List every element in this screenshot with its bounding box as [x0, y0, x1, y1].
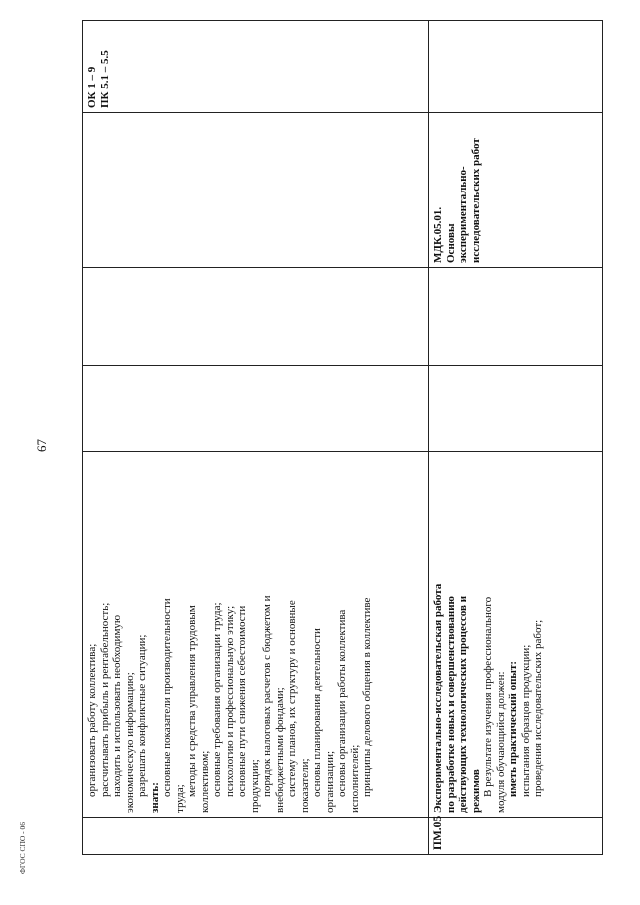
text-line: ПК 5.1 – 5.5: [98, 50, 111, 108]
text-line: порядок налоговых расчетов с бюджетом и: [261, 595, 273, 797]
page-footer: ФГОС СПО - 06: [18, 821, 27, 874]
description-cell: [83, 452, 429, 818]
page-number: 67: [34, 439, 49, 452]
code-cell: [83, 818, 429, 855]
text-line: модуля обучающийся должен:: [494, 671, 507, 813]
text-line: экономическую информацию;: [123, 672, 136, 813]
rotated-table-wrapper: [82, 50, 602, 855]
text-line: В результате изучения профессионального: [482, 596, 494, 797]
text-line: принципы делового общения в коллективе: [361, 597, 373, 797]
text-line: действующих технологических процессов и: [457, 595, 469, 813]
text-line: знать:: [148, 782, 161, 813]
table-row: [429, 21, 603, 855]
text-line: основные показатели производительности: [161, 598, 173, 797]
text-line: ОК 1 – 9: [86, 66, 98, 108]
text-line: организовать работу коллектива;: [86, 643, 98, 797]
hours-cell: [83, 366, 429, 452]
text-line: показатели;: [298, 758, 311, 813]
text-line: МДК.05.01.: [432, 206, 444, 263]
text-line: проведения исследовательских работ;: [532, 619, 544, 797]
text-line: исследовательских работ: [469, 138, 482, 263]
text-line: основные пути снижения себестоимости: [236, 605, 248, 797]
table-row: [83, 21, 429, 855]
hours-cell: [83, 268, 429, 366]
text-line: методы и средства управления трудовым: [186, 605, 198, 797]
text-line: по разработке новых и совершенствованию: [444, 596, 457, 813]
text-line: экспериментально-: [457, 166, 469, 263]
text-line: продукции;: [248, 759, 261, 813]
text-line: психологию и профессиональную этику;: [223, 605, 236, 797]
text-line: основы планирования деятельности: [311, 628, 323, 797]
course-cell: [83, 113, 429, 268]
competence-cell: [83, 21, 429, 113]
text-line: труда;: [173, 784, 186, 813]
text-line: организации;: [323, 750, 336, 813]
text-line: исполнителей;: [348, 744, 361, 813]
text-line: основные требования организации труда;: [211, 602, 223, 797]
text-line: внебюджетными фондами;: [273, 687, 286, 813]
text-line: коллективом;: [198, 750, 211, 813]
text-line: режимов: [469, 769, 482, 813]
hours-cell: [429, 366, 603, 452]
text-line: рассчитывать прибыль и рентабельность;: [98, 602, 111, 797]
text-line: систему планов, их структуру и основные: [286, 600, 298, 797]
text-line: испытания образцов продукции;: [519, 644, 532, 797]
text-line: Экспериментально-исследовательская работа: [432, 583, 444, 813]
text-line: основы организации работы коллектива: [336, 609, 348, 797]
curriculum-table: [82, 20, 603, 855]
text-line: находить и использовать необходимую: [111, 614, 123, 797]
text-line: Основы: [444, 223, 457, 263]
text-line: иметь практический опыт:: [507, 660, 519, 797]
text-line: разрешать конфликтные ситуации;: [136, 634, 148, 797]
competence-cell: [429, 21, 603, 113]
hours-cell: [429, 268, 603, 366]
description-cell: [429, 452, 603, 818]
course-cell: [429, 113, 603, 268]
module-code-cell: ПМ.05: [429, 818, 603, 855]
